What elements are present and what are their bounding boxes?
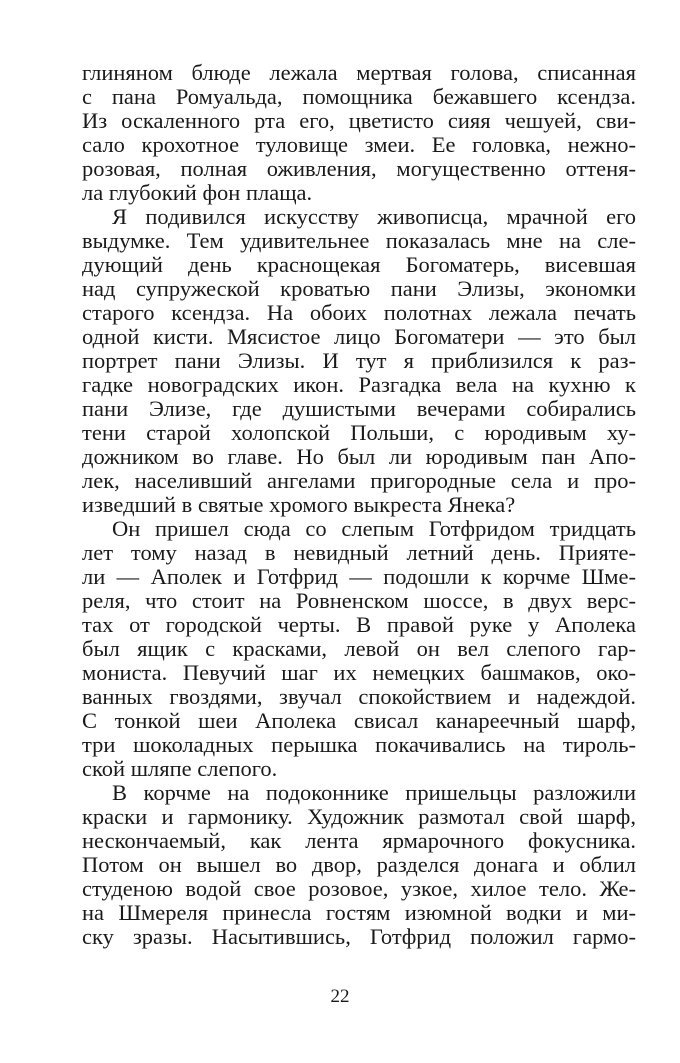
text-line: гадке новоградских икон. Разгадка вела на кухню к <box>82 372 636 397</box>
text-line: одной кисти. Мясистое лицо Богоматери — это был <box>82 324 636 349</box>
text-line: пани Элизе, где душистыми вечерами собирались <box>82 396 636 421</box>
text-line: дожником во главе. Но был ли юродивым пан Апо- <box>82 444 636 469</box>
text-line: дующий день краснощекая Богоматерь, висевшая <box>82 252 636 277</box>
text-line: краски и гармонику. Художник размотал свой шарф, <box>82 804 636 829</box>
text-line: старого ксендза. На обоих полотнах лежала печать <box>82 300 636 325</box>
text-line: на Шмереля принесла гостям изюмной водки и ми- <box>82 900 636 925</box>
text-line: ской шляпе слепого. <box>82 756 278 781</box>
page-body <box>82 61 636 949</box>
text-line: С тонкой шеи Аполека свисал канареечный шарф, <box>82 708 636 733</box>
text-line: мониста. Певучий шаг их немецких башмаков, око- <box>82 660 636 685</box>
paragraph <box>82 205 636 517</box>
text-line: Из оскаленного рта его, цветисто сияя чешуей, сви- <box>82 108 636 133</box>
text-line: ску зразы. Насытившись, Готфрид положил гармо- <box>82 924 636 949</box>
text-line: розовая, полная оживления, могущественно оттеня- <box>82 156 636 181</box>
text-line: портрет пани Элизы. И тут я приблизился к раз- <box>82 348 636 373</box>
text-line: ванных гвоздями, звучал спокойствием и надеждой. <box>82 684 636 709</box>
text-line: над супружеской кроватью пани Элизы, экономки <box>82 276 636 301</box>
text-line: Потом он вышел во двор, разделся донага и облил <box>82 852 636 877</box>
text-line: глиняном блюде лежала мертвая голова, списанная <box>82 60 636 85</box>
text-line: нескончаемый, как лента ярмарочного фокусника. <box>82 828 636 853</box>
text-line: с пана Ромуальда, помощника бежавшего ксендза. <box>82 84 636 109</box>
paragraph <box>82 61 636 205</box>
text-line: реля, что стоит на Ровненском шоссе, в двух верс- <box>82 588 636 613</box>
text-line: Он пришел сюда со слепым Готфридом тридцать <box>112 516 636 541</box>
text-line: тах от городской черты. В правой руке у Аполека <box>82 612 636 637</box>
paragraph <box>82 781 636 949</box>
text-line: изведший в святые хромого выкреста Янека? <box>82 492 516 517</box>
text-line: лет тому назад в невидный летний день. Прияте- <box>82 540 636 565</box>
text-line: три шоколадных перышка покачивались на тироль- <box>82 732 636 757</box>
text-line: выдумке. Тем удивительнее показалась мне на сле- <box>82 228 636 253</box>
text-line: лек, населивший ангелами пригородные села и про- <box>82 468 636 493</box>
paragraph <box>82 517 636 781</box>
text-line: студеною водой свое розовое, узкое, хилое тело. Же- <box>82 876 636 901</box>
text-line: тени старой холопской Польши, с юродивым ху- <box>82 420 636 445</box>
text-line: Я подивился искусству живописца, мрачной его <box>112 204 636 229</box>
text-line: сало крохотное туловище змеи. Ее головка, нежно- <box>82 132 636 157</box>
text-line: ли — Аполек и Готфрид — подошли к корчме Шме- <box>82 564 636 589</box>
text-line: был ящик с красками, левой он вел слепого гар- <box>82 636 636 661</box>
text-line: ла глубокий фон плаща. <box>82 180 313 205</box>
text-line: В корчме на подоконнике пришельцы разложили <box>112 780 636 805</box>
page-number: 22 <box>330 986 350 1007</box>
